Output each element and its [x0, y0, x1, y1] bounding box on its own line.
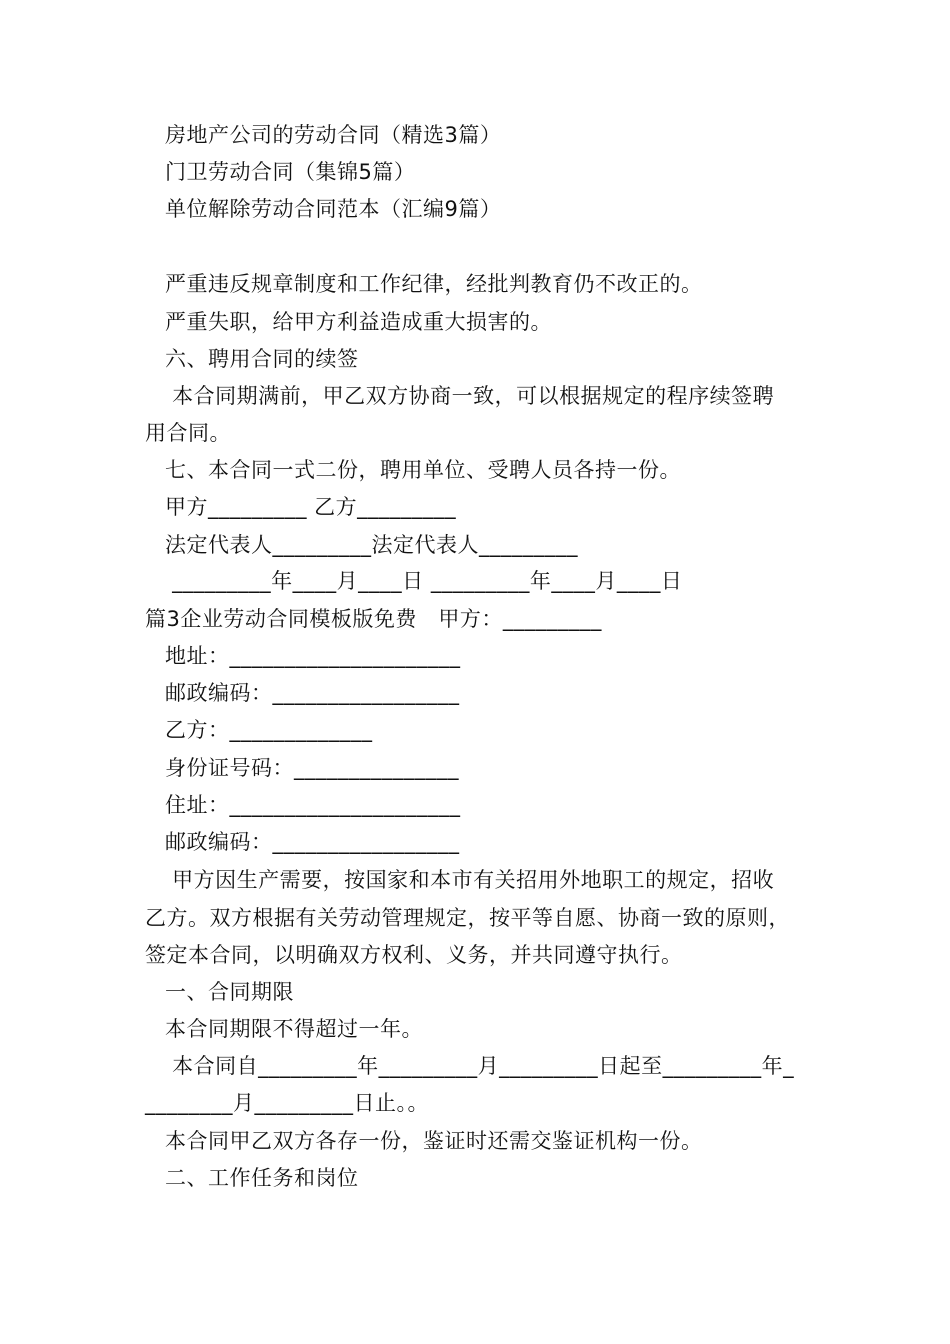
date-line: _________年____月____日 _________年____月____日 [165, 569, 683, 593]
form-field-party-b: 乙方：_____________ [165, 718, 373, 742]
signature-line: 甲方_________ 乙方_________ [165, 495, 457, 519]
paragraph: 严重失职，给甲方利益造成重大损害的。 [165, 310, 552, 334]
signature-line: 法定代表人_________法定代表人_________ [165, 533, 578, 557]
paragraph: 用合同。 [145, 421, 231, 445]
paragraph: 严重违反规章制度和工作纪律，经批判教育仍不改正的。 [165, 272, 703, 296]
section-heading: 六、聘用合同的续签 [165, 347, 359, 371]
form-field-address: 地址：_____________________ [165, 644, 461, 668]
paragraph: 签定本合同，以明确双方权利、义务，并共同遵守执行。 [145, 943, 683, 967]
related-link-1[interactable]: 房地产公司的劳动合同（精选3篇） [165, 123, 502, 147]
paragraph: ________月_________日止。。 [145, 1091, 429, 1115]
paragraph: 乙方。双方根据有关劳动管理规定，按平等自愿、协商一致的原则， [145, 906, 790, 930]
related-link-2[interactable]: 门卫劳动合同（集锦5篇） [165, 160, 416, 184]
section-heading: 二、工作任务和岗位 [165, 1166, 359, 1190]
paragraph: 甲方因生产需要，按国家和本市有关招用外地职工的规定，招收 [165, 868, 775, 892]
paragraph: 本合同自_________年_________月_________日起至_________年_ [165, 1054, 795, 1078]
form-field-postcode: 邮政编码：_________________ [165, 830, 460, 854]
form-field-id-number: 身份证号码：_______________ [165, 756, 459, 780]
paragraph: 七、本合同一式二份，聘用单位、受聘人员各持一份。 [165, 458, 681, 482]
paragraph: 本合同期限不得超过一年。 [165, 1017, 423, 1041]
paragraph: 本合同期满前，甲乙双方协商一致，可以根据规定的程序续签聘 [165, 384, 775, 408]
paragraph: 本合同甲乙双方各存一份，鉴证时还需交鉴证机构一份。 [165, 1129, 703, 1153]
form-field-postcode: 邮政编码：_________________ [165, 681, 460, 705]
section-heading: 一、合同期限 [165, 980, 294, 1004]
related-link-3[interactable]: 单位解除劳动合同范本（汇编9篇） [165, 197, 502, 221]
form-field-residence: 住址：_____________________ [165, 793, 461, 817]
article-title: 篇3企业劳动合同模板版免费 甲方：_________ [145, 607, 602, 631]
